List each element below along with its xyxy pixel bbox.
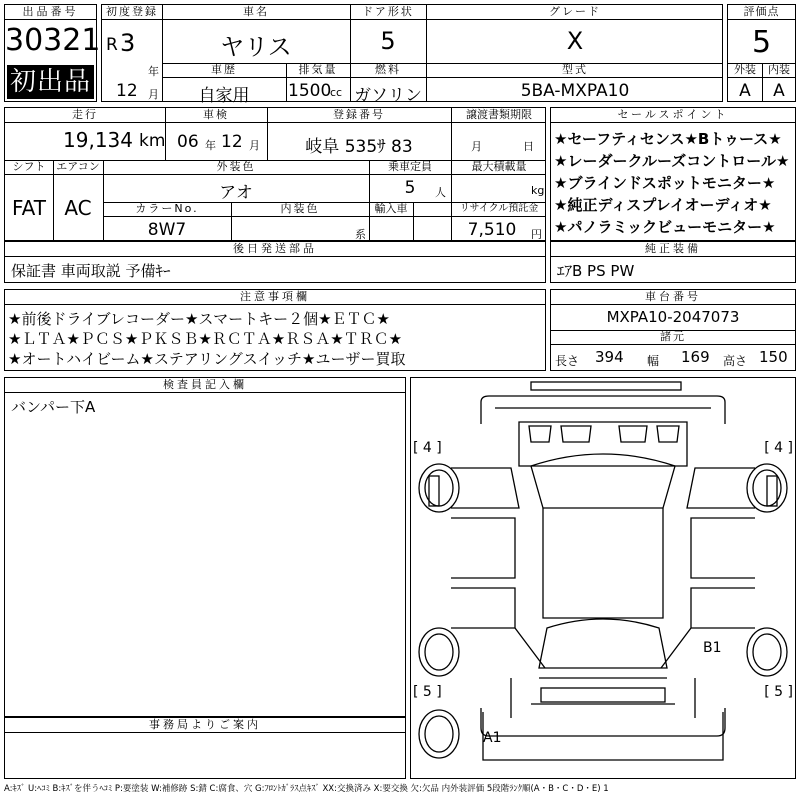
recycle-label: リサイクル預託金 (459, 203, 539, 214)
name-label: 車名 (243, 5, 269, 18)
sales-points-block (550, 107, 796, 241)
grade-label: グレード (549, 5, 601, 18)
import-label: 輸入車 (374, 202, 408, 215)
lot-number: 30321 (5, 23, 101, 58)
sales-point-2: ★レーダークルーズコントロール★ (554, 152, 790, 170)
chassis-block (550, 289, 796, 371)
capacity-unit: 人 (435, 186, 446, 199)
int-color-label: 内装色 (280, 202, 320, 215)
door-value: 5 (380, 27, 396, 55)
sales-point-3: ★ブラインドスポットモニター★ (554, 174, 776, 192)
later-parts-label: 後日発送部品 (5, 242, 545, 257)
mileage-value: 19,134 (63, 128, 133, 152)
notes-line-1: ★前後ドライブレコーダー★スマートキー２個★ＥＴＣ★ (8, 310, 390, 328)
lot-block (4, 4, 101, 102)
inspection-month-unit: 月 (249, 139, 260, 152)
car-outline-diagram (411, 378, 795, 778)
car-diagram (410, 377, 796, 779)
equipment-block (550, 241, 796, 283)
inspection-month: 12 (221, 132, 243, 152)
sales-points-label: セールスポイント (551, 108, 795, 123)
transfer-month: 月 (471, 140, 482, 153)
int-score: A (773, 81, 785, 101)
tire-front-right: [ 4 ] (764, 440, 793, 456)
notes-block (4, 289, 546, 371)
inspector-text: バンパー下A (11, 398, 96, 416)
later-parts-value: 保証書 車両取説 予備ｷｰ (11, 262, 171, 280)
width-value: 169 (681, 348, 710, 366)
first-listing-badge: 初出品 (7, 65, 94, 99)
equipment-label: 純正装備 (551, 242, 795, 257)
damage-mark-a1: A1 (483, 730, 502, 746)
top-info-block (101, 4, 723, 106)
reg-year: 3 (120, 29, 136, 57)
notes-line-2: ★ＬＴＡ★ＰＣＳ★ＰＫＳＢ★ＲＣＴＡ★ＲＳＡ★ＴＲＣ★ (8, 330, 403, 348)
displacement-label: 排気量 (298, 63, 338, 76)
ext-color-value: アオ (219, 183, 253, 203)
sales-point-5: ★パノラミックビューモニター★ (554, 218, 776, 236)
capacity-value: 5 (404, 178, 416, 198)
score-block (727, 4, 796, 102)
tire-front-left: [ 4 ] (413, 440, 442, 456)
mileage-label: 走行 (72, 108, 98, 121)
shift-value: FAT (11, 196, 46, 220)
tire-rear-left: [ 5 ] (413, 684, 442, 700)
sales-point-1: ★セーフティセンス★Bトゥース★ (554, 130, 782, 148)
inspector-block (4, 377, 406, 717)
office-block (4, 717, 406, 779)
legend: A:ｷｽﾞ U:ﾍｺﾐ B:ｷｽﾞを伴うﾍｺﾐ P:要塗装 W:補修跡 S:錆 C:腐食、穴 G:ﾌﾛﾝﾄｶﾞﾗｽ点ｷｽﾞ XX:交換済み X:要交換 欠:欠品 内外装評価 5段階ﾗﾝｸ順(A・B・C・D・E) 1 (4, 784, 609, 794)
car-name: ヤリス (220, 33, 292, 61)
lot-label: 出品番号 (5, 5, 96, 20)
recycle-value: 7,510 (467, 220, 517, 240)
reg-month-unit: 月 (148, 88, 159, 101)
inspector-label: 検査員記入欄 (5, 378, 405, 393)
load-label: 最大積載量 (471, 160, 527, 173)
inspection-year: 06 (177, 132, 199, 152)
notes-line-3: ★オートハイビーム★ステアリングスイッチ★ユーザー買取 (8, 350, 406, 368)
reg-era: R (106, 35, 118, 55)
sales-point-4: ★純正ディスプレイオーディオ★ (554, 196, 772, 214)
model-value: 5BA-MXPA10 (520, 81, 630, 101)
height-label: 高さ (723, 354, 748, 368)
load-unit: kg (531, 184, 545, 197)
ext-color-label: 外装色 (216, 160, 256, 173)
int-color-unit: 系 (355, 228, 366, 241)
score-value: 5 (751, 25, 772, 60)
recycle-unit: 円 (531, 228, 542, 241)
history-label: 車歴 (211, 63, 237, 76)
later-parts-block (4, 241, 546, 283)
chassis-label: 車台番号 (551, 290, 795, 305)
aircon-label: エアコン (56, 160, 100, 173)
door-label: ドア形状 (362, 5, 414, 18)
ext-score-label: 外装 (734, 63, 756, 76)
aircon-value: AC (64, 196, 92, 220)
color-no-label: カラーNo. (135, 202, 199, 215)
grade-value: X (566, 27, 584, 55)
mileage-unit: km (139, 131, 166, 151)
transfer-label: 譲渡書類期限 (466, 108, 532, 121)
office-label: 事務局よりご案内 (5, 718, 405, 733)
displacement-value: 1500 (288, 81, 332, 101)
inspection-year-unit: 年 (205, 139, 216, 152)
plate-label: 登録番号 (333, 108, 385, 121)
reg-label: 初度登録 (106, 5, 158, 18)
shift-label: シフト (12, 160, 46, 173)
width-label: 幅 (647, 354, 660, 368)
capacity-label: 乗車定員 (388, 160, 432, 173)
color-no-value: 8W7 (147, 220, 187, 240)
height-value: 150 (759, 348, 788, 366)
transfer-day: 日 (523, 140, 534, 153)
middle-info-block (4, 107, 546, 241)
reg-year-unit: 年 (148, 65, 159, 78)
tire-rear-right: [ 5 ] (764, 684, 793, 700)
equipment-value: ｴｱB PS PW (557, 262, 635, 280)
history-value: 自家用 (198, 86, 250, 106)
fuel-label: 燃料 (375, 63, 401, 76)
length-label: 長さ (555, 354, 580, 368)
model-label: 型式 (562, 63, 588, 76)
score-label: 評価点 (728, 5, 795, 20)
damage-mark-b1: B1 (703, 640, 722, 656)
length-value: 394 (595, 348, 624, 366)
notes-label: 注意事項欄 (5, 290, 545, 305)
ext-score: A (739, 81, 751, 101)
inspection-label: 車検 (203, 108, 229, 121)
plate-value: 岐阜 535ｻ 83 (305, 137, 413, 157)
dims-label: 諸元 (660, 330, 686, 343)
chassis-value: MXPA10-2047073 (606, 308, 740, 326)
reg-month: 12 (116, 81, 138, 101)
displacement-unit: cc (330, 86, 343, 99)
fuel-value: ガソリン (354, 86, 422, 106)
int-score-label: 内装 (768, 63, 790, 76)
